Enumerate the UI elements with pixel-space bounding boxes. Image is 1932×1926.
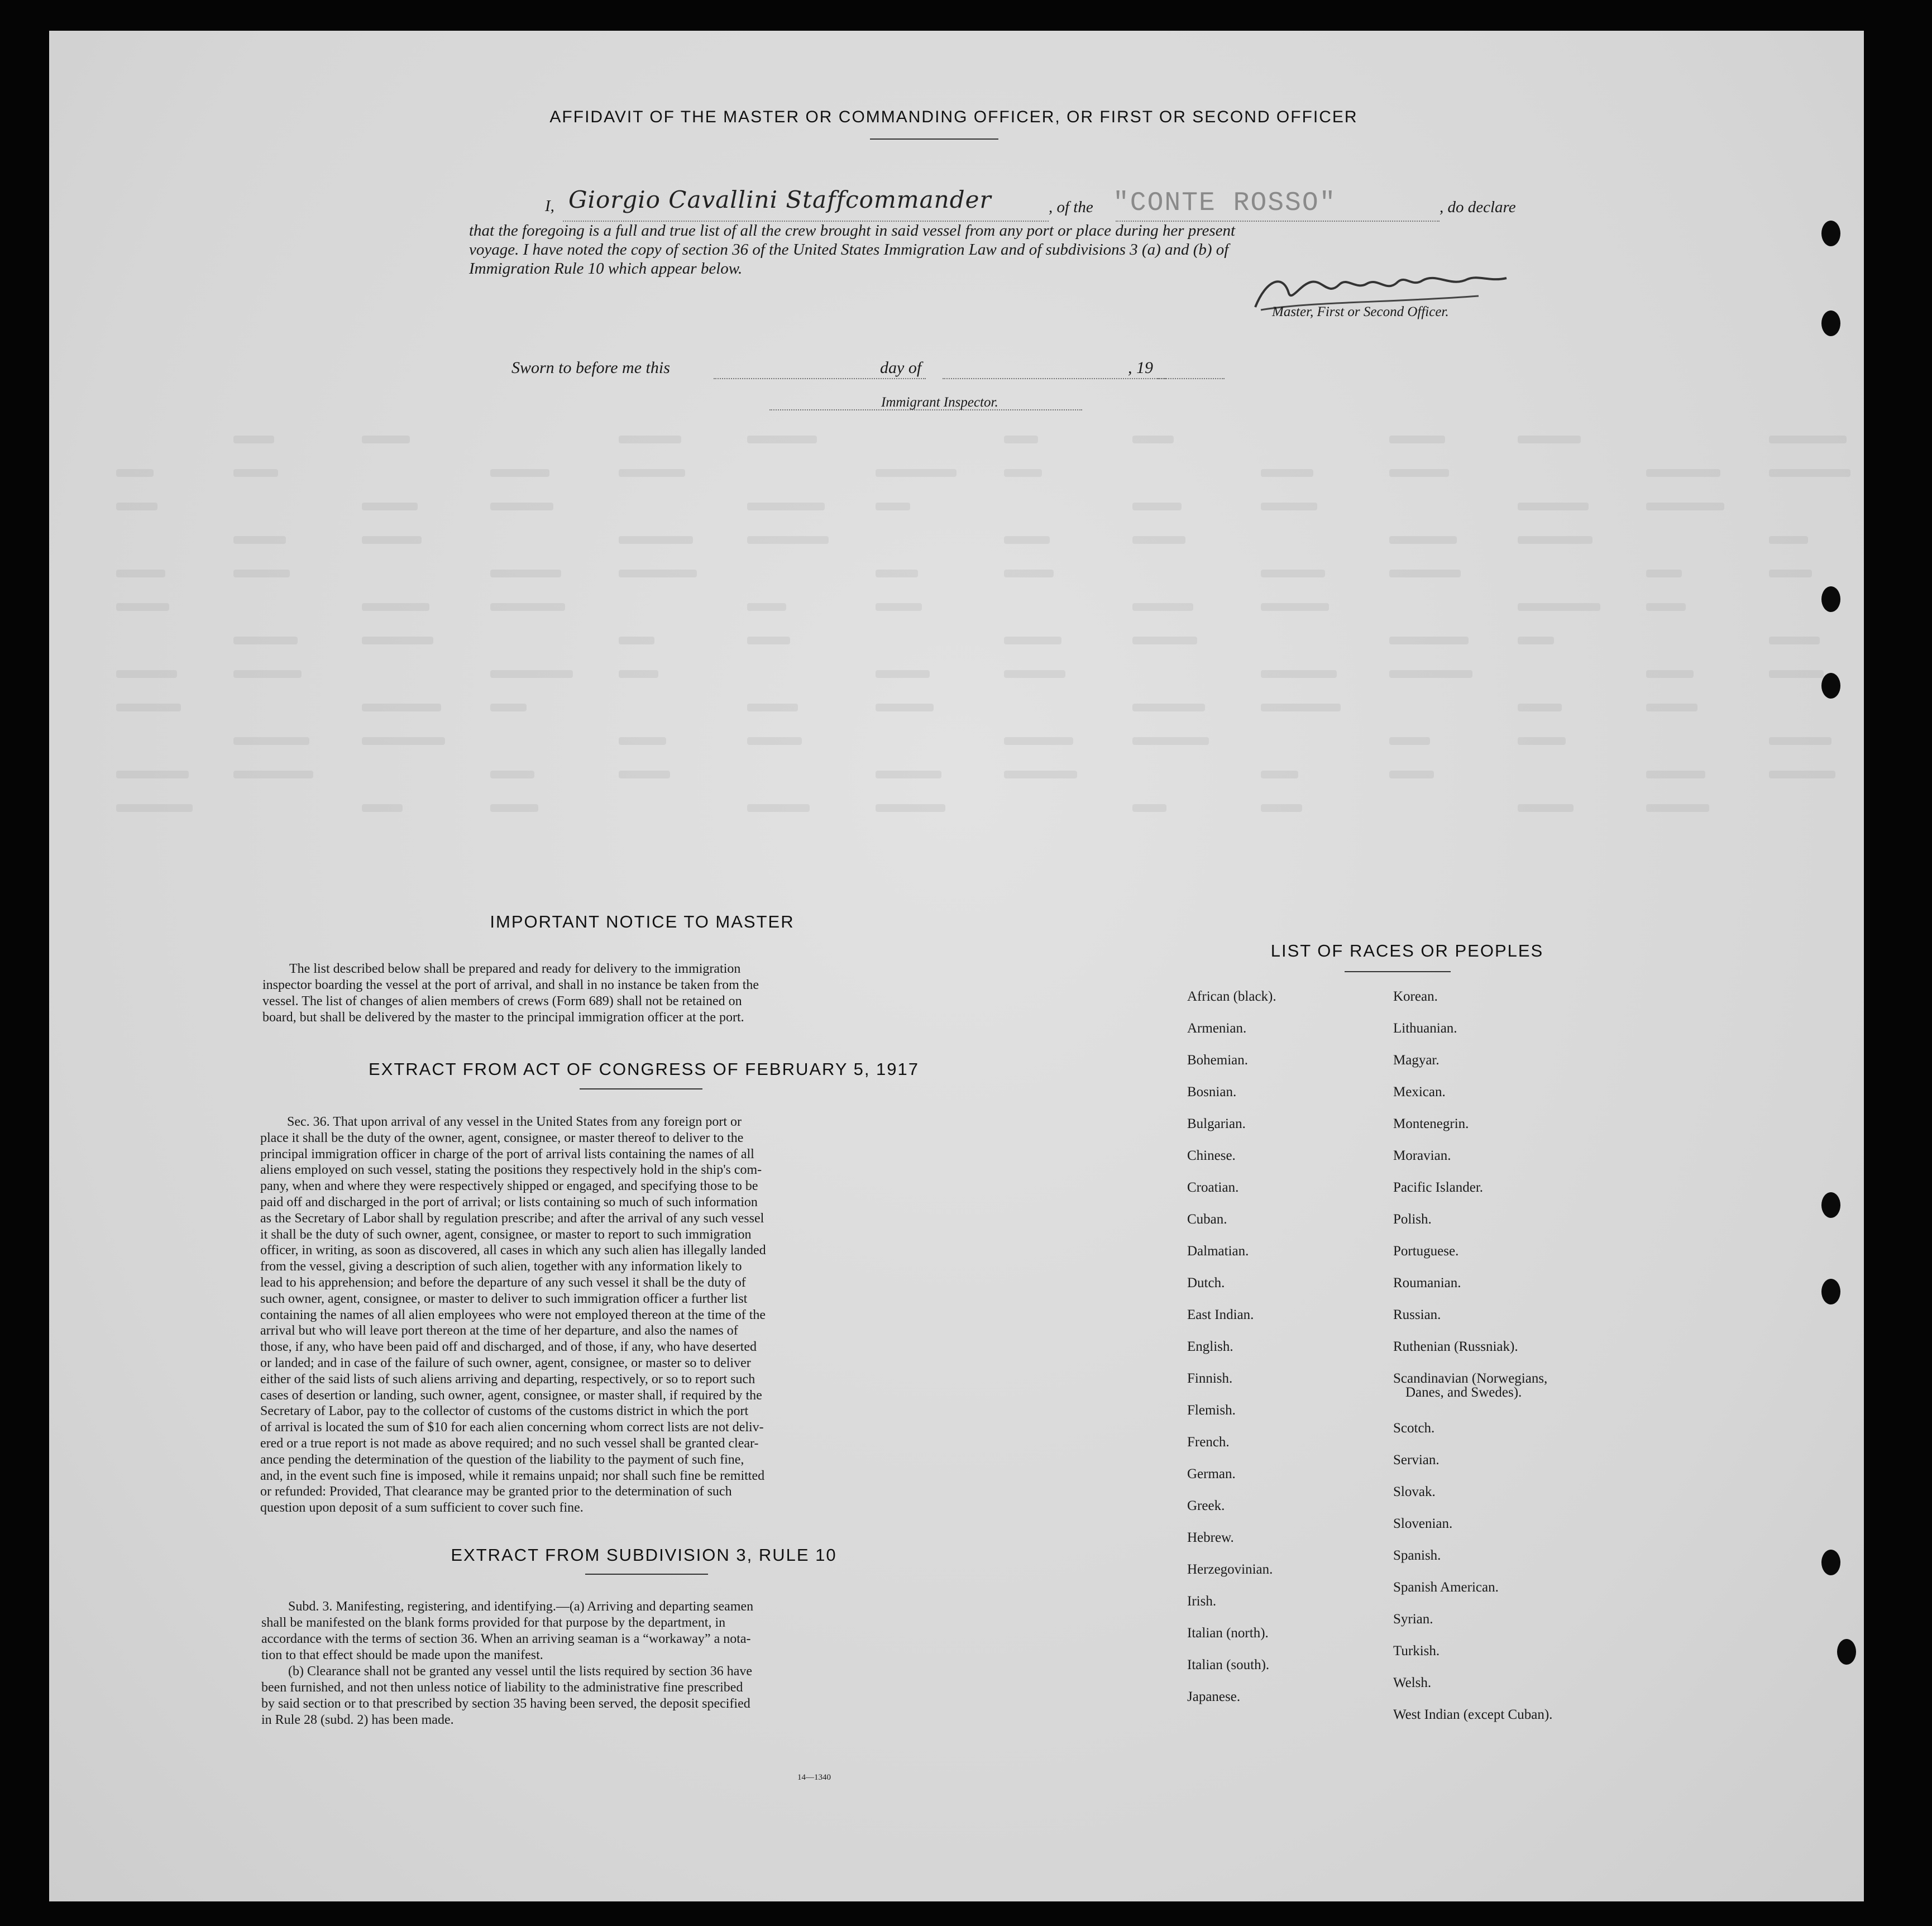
bleed-through-mark <box>490 469 549 477</box>
text-line: place it shall be the duty of the owner, agent, consignee, or master thereof to deliver to the <box>260 1130 744 1145</box>
race-item: Scotch. <box>1393 1421 1435 1436</box>
race-item: Montenegrin. <box>1393 1116 1469 1131</box>
bleed-through-mark <box>619 469 685 477</box>
race-item: Welsh. <box>1393 1675 1432 1690</box>
rule-title: EXTRACT FROM SUBDIVISION 3, RULE 10 <box>451 1545 837 1565</box>
notice-title: IMPORTANT NOTICE TO MASTER <box>490 912 795 931</box>
bleed-through-mark <box>1769 436 1847 443</box>
bleed-through-mark <box>490 670 573 678</box>
bleed-through-mark <box>116 771 189 778</box>
bleed-through-mark <box>1132 637 1197 644</box>
bleed-through-mark <box>1132 536 1185 544</box>
bleed-through-mark <box>490 771 534 778</box>
bleed-through-mark <box>619 737 666 745</box>
bleed-through-mark <box>233 771 313 778</box>
bleed-through-mark <box>619 670 658 678</box>
text-line: containing the names of all alien employees who were not employed thereon at the time of the <box>260 1307 766 1322</box>
binder-hole <box>1821 1192 1840 1218</box>
bleed-through-mark <box>233 570 290 577</box>
text-line: The list described below shall be prepared and ready for delivery to the immigration <box>289 962 741 976</box>
bleed-through-mark <box>1004 670 1065 678</box>
bleed-through-mark <box>1518 603 1600 611</box>
document-sheet <box>49 31 1864 1901</box>
bleed-through-mark <box>619 570 697 577</box>
rule-title-rule <box>585 1574 708 1575</box>
text-line: vessel. The list of changes of alien members of crews (Form 689) shall not be retained on <box>262 994 742 1009</box>
text-line: or refunded: Provided, That clearance may be granted prior to the determination of such <box>260 1484 732 1499</box>
bleed-through-mark <box>1646 804 1709 812</box>
bleed-through-mark <box>1261 469 1313 477</box>
bleed-through-mark <box>876 670 930 678</box>
bleed-through-mark <box>362 804 403 812</box>
text-line: Secretary of Labor, pay to the collector of customs of the customs district in which the port <box>260 1404 749 1419</box>
bleed-through-mark <box>362 536 422 544</box>
bleed-through-mark <box>1389 536 1457 544</box>
bleed-through-mark <box>1389 469 1449 477</box>
bleed-through-mark <box>362 704 441 711</box>
text-line: tion to that effect should be made upon the manifest. <box>261 1648 543 1662</box>
race-item: Mexican. <box>1393 1084 1446 1100</box>
bleed-through-mark <box>1769 469 1850 477</box>
text-line: officer, in writing, as soon as discovered, all cases in which any such alien has illegally landed <box>260 1243 766 1258</box>
race-item: Chinese. <box>1187 1148 1236 1163</box>
affidavit-line-2: voyage. I have noted the copy of section 36 of the United States Immigration Law and of subdivisions 3 (a) and (b) of <box>469 241 1229 259</box>
binder-hole <box>1821 310 1840 336</box>
text-line: been furnished, and not then unless notice of liability to the administrative fine prescribed <box>261 1680 743 1695</box>
officer-name-handwritten: Giorgio Cavallini Staffcommander <box>568 186 992 213</box>
text-line: those, if any, who have been paid off and discharged, and of those, if any, who have deserted <box>260 1340 757 1355</box>
race-item: Ruthenian (Russniak). <box>1393 1339 1518 1354</box>
race-item: Pacific Islander. <box>1393 1180 1484 1195</box>
bleed-through-mark <box>1646 570 1682 577</box>
race-item: Roumanian. <box>1393 1275 1461 1291</box>
bleed-through-mark <box>1389 771 1434 778</box>
do-declare-label: , do declare <box>1440 198 1516 216</box>
rule-body <box>261 1599 972 1728</box>
race-item: Japanese. <box>1187 1689 1241 1704</box>
bleed-through-mark <box>233 536 286 544</box>
race-item: Syrian. <box>1393 1612 1433 1627</box>
bleed-through-mark <box>1646 503 1724 510</box>
bleed-through-mark <box>1389 436 1445 443</box>
text-line: cases of desertion or landing, such owner, agent, consignee, or master shall, if required by the <box>260 1388 762 1403</box>
text-line: from the vessel, giving a description of such alien, together with any information likely to <box>260 1259 742 1274</box>
race-item: Croatian. <box>1187 1180 1239 1195</box>
bleed-through-mark <box>619 771 670 778</box>
text-line: or landed; and in case of the failure of such owner, agent, consignee, or master so to deliver <box>260 1355 751 1370</box>
affidavit-line-1: that the foregoing is a full and true list of all the crew brought in said vessel from any port or place during her present <box>469 222 1236 240</box>
race-item: Irish. <box>1187 1594 1217 1609</box>
bleed-through-mark <box>747 536 829 544</box>
bleed-through-mark <box>490 704 527 711</box>
race-item: Bulgarian. <box>1187 1116 1246 1131</box>
race-item: Dalmatian. <box>1187 1244 1249 1259</box>
bleed-through-mark <box>116 503 157 510</box>
binder-hole <box>1837 1639 1856 1665</box>
binder-hole <box>1821 586 1840 612</box>
bleed-through-mark <box>876 603 922 611</box>
bleed-through-mark <box>362 603 429 611</box>
bleed-through-mark <box>619 536 693 544</box>
race-item: Russian. <box>1393 1307 1441 1322</box>
bleed-through-mark <box>1646 771 1705 778</box>
race-item: English. <box>1187 1339 1233 1354</box>
race-item: Moravian. <box>1393 1148 1451 1163</box>
binder-hole <box>1821 673 1840 699</box>
affidavit-title: AFFIDAVIT OF THE MASTER OR COMMANDING OFFICER, OR FIRST OR SECOND OFFICER <box>549 108 1358 126</box>
text-line: by said section or to that prescribed by section 35 having been served, the deposit specified <box>261 1696 750 1711</box>
bleed-through-mark <box>362 737 445 745</box>
text-line: lead to his apprehension; and before the departure of any such vessel it shall be the duty of <box>260 1275 746 1290</box>
bleed-through-mark <box>1004 436 1038 443</box>
race-item: Italian (south). <box>1187 1657 1270 1672</box>
races-title-rule <box>1345 971 1451 972</box>
text-line: either of the said lists of such aliens arriving and departing, respectively, or so to report such <box>260 1371 755 1387</box>
affidavit-line-3: Immigration Rule 10 which appear below. <box>469 260 743 278</box>
bleed-through-mark <box>876 771 941 778</box>
race-item: Cuban. <box>1187 1212 1227 1227</box>
text-line: principal immigration officer in charge of the port of arrival lists containing the names of all <box>260 1146 754 1162</box>
race-item: Danes, and Swedes). <box>1405 1385 1522 1400</box>
sworn-day-line <box>714 378 926 379</box>
race-item: Servian. <box>1393 1452 1440 1468</box>
bleed-through-mark <box>116 804 193 812</box>
text-line: of arrival is located the sum of $10 for each alien concerning whom correct lists are not deliv- <box>260 1420 764 1435</box>
bleed-through-mark <box>1261 670 1337 678</box>
bleed-through-mark <box>1389 570 1461 577</box>
bleed-through-mark <box>876 804 945 812</box>
bleed-through-mark <box>747 603 786 611</box>
bleed-through-mark <box>490 804 538 812</box>
bleed-through-mark <box>1261 603 1329 611</box>
signature-label: Master, First or Second Officer. <box>1272 304 1449 319</box>
bleed-through-mark <box>233 637 298 644</box>
race-item: Spanish. <box>1393 1548 1441 1563</box>
bleed-through-mark <box>1004 637 1061 644</box>
text-line: (b) Clearance shall not be granted any vessel until the lists required by section 36 have <box>288 1664 753 1679</box>
bleed-through-mark <box>490 603 565 611</box>
act-body <box>260 1114 972 1516</box>
bleed-through-mark <box>1646 603 1686 611</box>
vessel-name-stamp: "CONTE ROSSO" <box>1113 188 1337 218</box>
text-line: and, in the event such fine is imposed, while it remains unpaid; nor shall such fine be remitted <box>260 1468 765 1483</box>
bleed-through-mark <box>876 503 910 510</box>
race-item: Lithuanian. <box>1393 1021 1457 1036</box>
of-the-label: , of the <box>1049 198 1093 216</box>
year-label: , 19 <box>1128 359 1153 377</box>
race-item: Slovak. <box>1393 1484 1436 1499</box>
bleed-through-mark <box>1132 436 1174 443</box>
text-line: board, but shall be delivered by the master to the principal immigration officer at the port. <box>262 1010 744 1025</box>
bleed-through-mark <box>747 804 810 812</box>
bleed-through-mark <box>1261 570 1325 577</box>
act-title-rule <box>580 1088 702 1089</box>
sworn-label: Sworn to before me this <box>511 359 670 377</box>
bleed-through-mark <box>1769 637 1820 644</box>
bleed-through-mark <box>1261 704 1341 711</box>
text-line: such owner, agent, consignee, or master to deliver to such immigration officer a further list <box>260 1291 748 1306</box>
race-item: Greek. <box>1187 1498 1225 1513</box>
affidavit-title-rule <box>870 138 998 140</box>
inspector-label: Immigrant Inspector. <box>881 395 998 410</box>
affidavit-i-label: I, <box>545 197 554 215</box>
day-of-label: day of <box>880 359 922 377</box>
text-line: paid off and discharged in the port of arrival; or lists containing so much of such information <box>260 1194 758 1210</box>
race-item: Flemish. <box>1187 1403 1236 1418</box>
bleed-through-mark <box>490 503 553 510</box>
bleed-through-mark <box>1646 469 1720 477</box>
bleed-through-mark <box>1261 771 1298 778</box>
bleed-through-mark <box>1004 771 1077 778</box>
race-item: African (black). <box>1187 989 1276 1004</box>
text-line: pany, when and where they were respectively shipped or engaged, and specifying those to be <box>260 1179 758 1194</box>
race-item: Slovenian. <box>1393 1516 1453 1531</box>
bleed-through-mark <box>116 670 177 678</box>
race-item: Finnish. <box>1187 1371 1233 1386</box>
bleed-through-mark <box>116 570 165 577</box>
race-item: Italian (north). <box>1187 1626 1269 1641</box>
bleed-through-mark <box>362 436 410 443</box>
bleed-through-mark <box>1389 670 1472 678</box>
bleed-through-mark <box>747 637 790 644</box>
text-line: shall be manifested on the blank forms provided for that purpose by the department, in <box>261 1616 726 1630</box>
race-item: Spanish American. <box>1393 1580 1499 1595</box>
bleed-through-mark <box>362 503 418 510</box>
text-line: in Rule 28 (subd. 2) has been made. <box>261 1713 454 1727</box>
bleed-through-mark <box>233 737 309 745</box>
race-item: Magyar. <box>1393 1053 1440 1068</box>
bleed-through-mark <box>1769 536 1808 544</box>
bleed-through-mark <box>1261 804 1302 812</box>
bleed-through-mark <box>1518 503 1589 510</box>
bleed-through-mark <box>233 469 278 477</box>
race-item: Korean. <box>1393 989 1438 1004</box>
bleed-through-mark <box>876 469 957 477</box>
sworn-year-line <box>1158 378 1225 379</box>
race-item: West Indian (except Cuban). <box>1393 1707 1553 1722</box>
bleed-through-mark <box>747 704 798 711</box>
text-line: inspector boarding the vessel at the port of arrival, and shall in no instance be taken from the <box>262 978 759 992</box>
bleed-through-mark <box>747 737 802 745</box>
bleed-through-mark <box>1132 737 1209 745</box>
text-line: ered or a true report is not made as above required; and no such vessel shall be granted clear- <box>260 1436 759 1451</box>
race-item: Dutch. <box>1187 1275 1225 1291</box>
text-line: Subd. 3. Manifesting, registering, and identifying.—(a) Arriving and departing seamen <box>288 1599 754 1614</box>
race-item: French. <box>1187 1435 1230 1450</box>
bleed-through-mark <box>619 436 681 443</box>
bleed-through-mark <box>1518 637 1554 644</box>
bleed-through-mark <box>1132 804 1166 812</box>
bleed-through-mark <box>1769 670 1824 678</box>
form-number: 14—1340 <box>797 1773 831 1782</box>
bleed-through-mark <box>1518 704 1562 711</box>
bleed-through-mark <box>1518 804 1574 812</box>
text-line: as the Secretary of Labor shall by regulation prescribe; and after the arrival of any such vessel <box>260 1211 764 1226</box>
bleed-through-mark <box>1132 704 1205 711</box>
bleed-through-mark <box>1769 771 1835 778</box>
race-item: Polish. <box>1393 1212 1432 1227</box>
bleed-through-mark <box>1261 503 1317 510</box>
bleed-through-mark <box>1518 436 1581 443</box>
sworn-month-line <box>943 378 1166 379</box>
bleed-through-mark <box>1004 570 1054 577</box>
bleed-through-mark <box>362 637 433 644</box>
bleed-through-mark <box>876 704 934 711</box>
race-item: Scandinavian (Norwegians, <box>1393 1371 1548 1386</box>
race-item: Bosnian. <box>1187 1084 1237 1100</box>
bleed-through-mark <box>233 436 274 443</box>
act-title: EXTRACT FROM ACT OF CONGRESS OF FEBRUARY 5, 1917 <box>368 1059 920 1079</box>
race-item: Armenian. <box>1187 1021 1247 1036</box>
bleed-through-mark <box>1004 536 1050 544</box>
bleed-through-mark <box>1132 603 1193 611</box>
bleed-through-mark <box>1389 637 1469 644</box>
race-item: Bohemian. <box>1187 1053 1249 1068</box>
bleed-through-mark <box>747 503 825 510</box>
race-item: Turkish. <box>1393 1643 1440 1659</box>
bleed-through-mark <box>1004 737 1073 745</box>
race-item: Hebrew. <box>1187 1530 1234 1545</box>
binder-hole <box>1821 1279 1840 1304</box>
bleed-through-mark <box>876 570 918 577</box>
text-line: arrival but who will leave port thereon at the time of her departure, and also the names of <box>260 1323 738 1339</box>
text-line: ance pending the determination of the question of the liability to the payment of such fine, <box>260 1452 744 1467</box>
bleed-through-mark <box>116 704 181 711</box>
bleed-through-mark <box>1518 536 1593 544</box>
text-line: question upon deposit of a sum sufficient to cover such fine. <box>260 1500 584 1516</box>
race-item: East Indian. <box>1187 1307 1254 1322</box>
bleed-through-mark <box>1646 670 1694 678</box>
bleed-through-mark <box>619 637 654 644</box>
bleed-through-mark <box>116 603 169 611</box>
notice-body <box>262 961 972 1026</box>
bleed-through-mark <box>1518 737 1566 745</box>
races-title: LIST OF RACES OR PEOPLES <box>1270 941 1544 960</box>
bleed-through-mark <box>1769 737 1831 745</box>
binder-hole <box>1821 1550 1840 1575</box>
bleed-through-mark <box>1646 704 1697 711</box>
bleed-through-mark <box>233 670 302 678</box>
bleed-through-mark <box>1769 570 1812 577</box>
bleed-through-mark <box>1132 503 1182 510</box>
bleed-through-mark <box>116 469 154 477</box>
text-line: aliens employed on such vessel, stating the positions they respectively hold in the ship's com- <box>260 1163 762 1178</box>
bleed-through-mark <box>1389 737 1430 745</box>
race-item: German. <box>1187 1466 1236 1481</box>
text-line: it shall be the duty of such owner, agent, consignee, or master to report to such immigration <box>260 1227 752 1242</box>
race-item: Portuguese. <box>1393 1244 1459 1259</box>
bleed-through-mark <box>490 570 561 577</box>
binder-hole <box>1821 221 1840 246</box>
race-item: Herzegovinian. <box>1187 1562 1273 1577</box>
text-line: Sec. 36. That upon arrival of any vessel in the United States from any foreign port or <box>287 1115 742 1129</box>
bleed-through-mark <box>747 436 817 443</box>
bleed-through-mark <box>1004 469 1042 477</box>
text-line: accordance with the terms of section 36. When an arriving seaman is a “workaway” a nota- <box>261 1632 751 1646</box>
